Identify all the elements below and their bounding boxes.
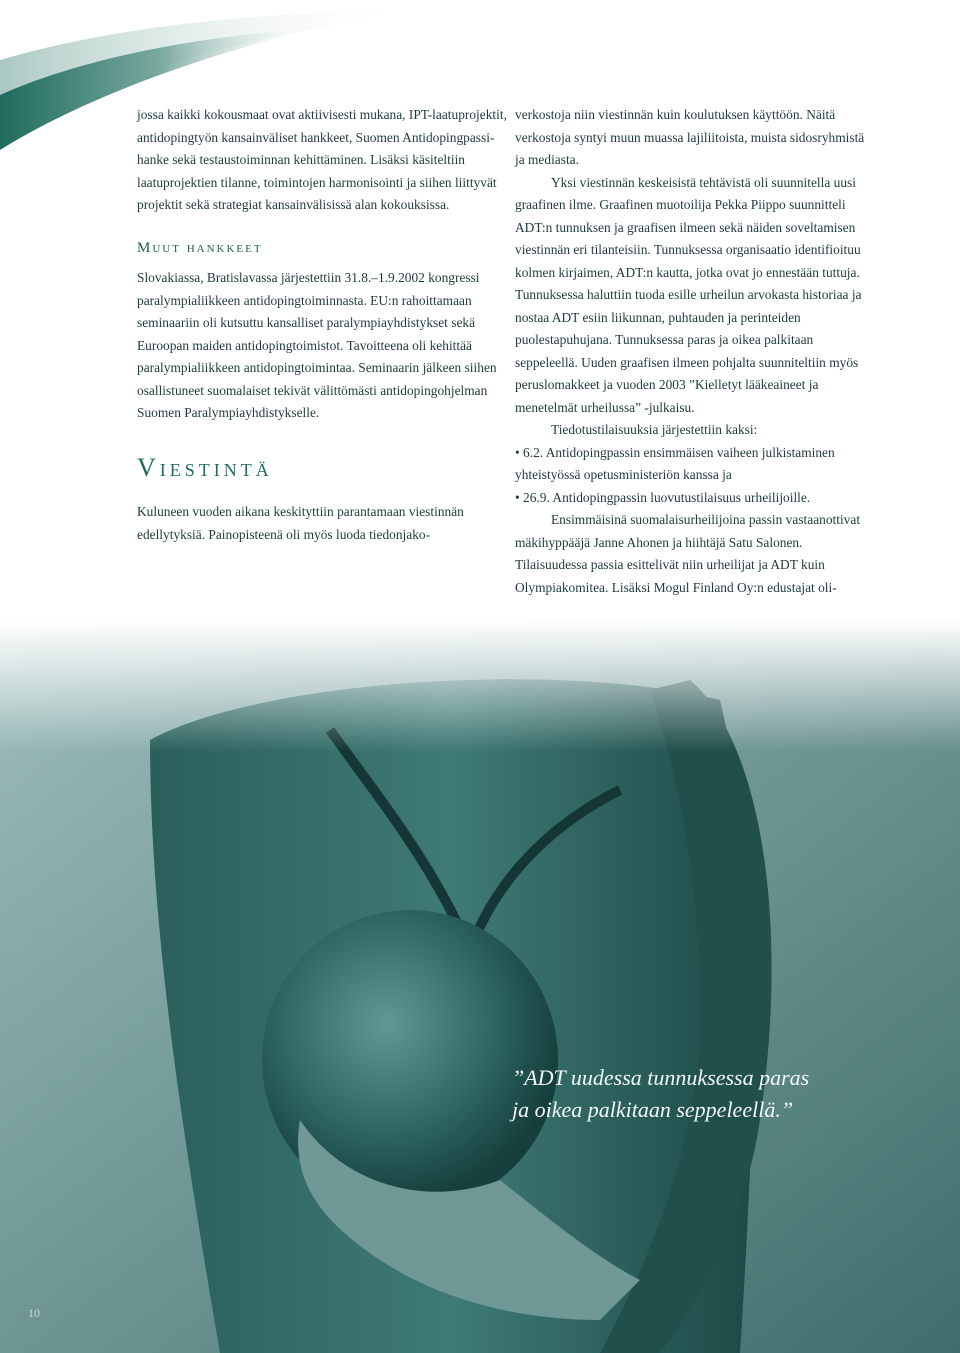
- body-paragraph: verkostoja niin viestinnän kuin koulutuksen käyttöön. Näitä verkostoja syntyi muun muassa lajiliitoista, muista sidosryhmistä ja mediasta.: [515, 107, 865, 167]
- body-paragraph: Slovakiassa, Bratislavassa järjestettiin 31.8.–1.9.2002 kongressi paralympialiikkeen antidopingtoiminnasta. EU:n rahoittamaan seminaariin oli kutsuttu kansalliset paralympiayhdistykset sekä Euroopan maiden antidopingtoimistot. Tavoitteena oli kehittää paralympialiikkeen antidopingtoimintaa. Seminaarin jälkeen siihen osallistuneet suomalaiset tekivät välittömästi antidopingohjelman Suomen Paralympiayhdistykselle.: [137, 270, 497, 420]
- gymnast-ball-photo: [0, 620, 960, 1353]
- left-text-column: [137, 104, 507, 546]
- pull-quote: [512, 1062, 892, 1126]
- body-paragraph: Ensimmäisinä suomalaisurheilijoina passin vastaanottivat mäkihyppääjä Janne Ahonen ja hiihtäjä Satu Salonen. Tilaisuudessa passia esittelivät niin urheilijat ja ADT kuin Olympiakomitea. Lisäksi Mogul Finland Oy:n edustajat oli-: [515, 512, 861, 595]
- right-text-column: [515, 104, 875, 599]
- body-paragraph: Tiedotustilaisuuksia järjestettiin kaksi:: [551, 422, 758, 437]
- bullet-item: • 6.2. Antidopingpassin ensimmäisen vaiheen julkistaminen yhteistyössä opetusministeriön kanssa ja: [515, 444, 835, 482]
- quote-line: ”ADT uudessa tunnuksessa paras: [512, 1065, 810, 1090]
- page-number: 10: [28, 1306, 40, 1320]
- body-paragraph: Kuluneen vuoden aikana keskityttiin parantamaan viestinnän edellytyksiä. Painopisteenä oli myös luoda tiedonjako-: [137, 504, 464, 542]
- subheading-other-projects: Muut hankkeet: [137, 239, 263, 256]
- section-heading-communication: Viestintä: [137, 452, 273, 482]
- body-paragraph: jossa kaikki kokousmaat ovat aktiivisesti mukana, IPT-laatuprojektit, antidopingtyön kansainväliset hankkeet, Suomen Antidopingpassi-hanke sekä testaustoiminnan kehittäminen. Lisäksi käsiteltiin laatuprojektien tilanne, toimintojen harmonisointi ja siihen liittyvät projektit sekä strategiat kansainvälisissä alan kokouksissa.: [137, 107, 507, 212]
- body-paragraph: Yksi viestinnän keskeisistä tehtävistä oli suunnitella uusi graafinen ilme. Graafinen muotoilija Pekka Piippo suunnitteli ADT:n tunnuksen ja graafisen ilmeen sekä näiden soveltamisen viestinnän eri tilanteisiin. Tunnuksessa organisaatio identifioituu kolmen kirjaimen, ADT:n kautta, jotka ovat jo ennestään tuttuja. Tunnuksessa haluttiin tuoda esille urheilun arvokasta historiaa ja nostaa ADT esiin liikunnan, puhtauden ja perinteiden puolestapuhujana. Tunnuksessa paras ja oikea palkitaan seppeleellä. Uuden graafisen ilmeen pohjalta suunniteltiin myös peruslomakkeet ja vuoden 2003 ”Kielletyt lääkeaineet ja menetelmät urheilussa” -julkaisu.: [515, 174, 862, 415]
- bullet-item: • 26.9. Antidopingpassin luovutustilaisuus urheilijoille.: [515, 489, 811, 505]
- quote-line: ja oikea palkitaan seppeleellä.”: [512, 1097, 794, 1122]
